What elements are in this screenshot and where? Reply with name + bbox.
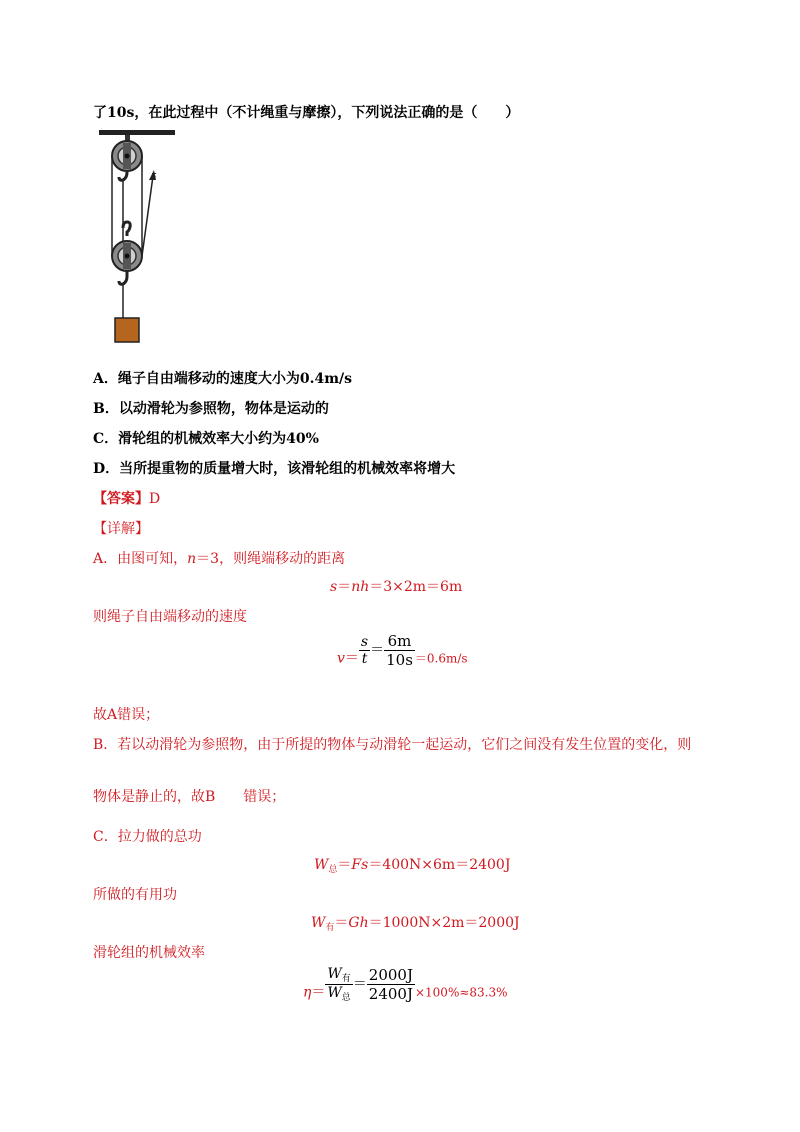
top-hook <box>119 172 127 180</box>
pull-rope <box>142 176 153 256</box>
detail-tag: 【详解】 <box>93 521 149 537</box>
ceiling-bar <box>99 130 175 135</box>
detail-speed-label: 则绳子自由端移动的速度 <box>93 609 247 625</box>
pulley-system-figure <box>95 128 180 343</box>
detail-b-line2: 物体是静止的，故B 错误； <box>93 789 286 805</box>
option-a: A．绳子自由端移动的速度大小为0.4m/s <box>93 371 353 387</box>
detail-a-conclusion: 故A错误； <box>93 707 160 723</box>
detail-a-intro: A．由图可知，n＝3，则绳端移动的距离 <box>93 551 346 567</box>
detail-c-intro: C．拉力做的总功 <box>93 829 202 845</box>
bottom-hook <box>119 271 127 284</box>
answer-tag: 【答案】 <box>93 491 149 507</box>
equation-useful-work: $W_有=Gh=1000N\times 2m=2000J$ <box>311 915 520 933</box>
detail-useful-label: 所做的有用功 <box>93 887 177 903</box>
detail-b-line1: B．若以动滑轮为参照物，由于所提的物体与动滑轮一起运动，它们之间没有发生位置的变化，则 <box>93 737 692 753</box>
middle-hook <box>123 222 130 236</box>
load-block <box>115 318 139 342</box>
option-b: B．以动滑轮为参照物，物体是运动的 <box>93 401 329 417</box>
question-stem: 了10s，在此过程中（不计绳重与摩擦），下列说法正确的是（ ） <box>93 105 520 121</box>
equation-efficiency: η＝ $\frac{W_有}{W_总}$ ＝ $\frac{2000J}{2400J}$ ×100%≈83.3% <box>303 966 508 1003</box>
answer-line <box>93 488 160 508</box>
equation-distance: s＝nh＝3×2m＝6m <box>330 579 463 595</box>
option-d: D．当所提重物的质量增大时，该滑轮组的机械效率将增大 <box>93 461 456 477</box>
option-c: C．滑轮组的机械效率大小约为40% <box>93 431 319 447</box>
equation-total-work: $W_总=Fs=400N\times 6m=2400J$ <box>314 857 511 875</box>
equation-speed: v＝ $\frac{s}{t}$ ＝ $\frac{6m}{10s}$ ＝0.6m/s <box>337 632 468 669</box>
force-label: F <box>151 172 157 183</box>
detail-eff-label: 滑轮组的机械效率 <box>93 945 205 961</box>
answer-value: D <box>149 491 161 507</box>
